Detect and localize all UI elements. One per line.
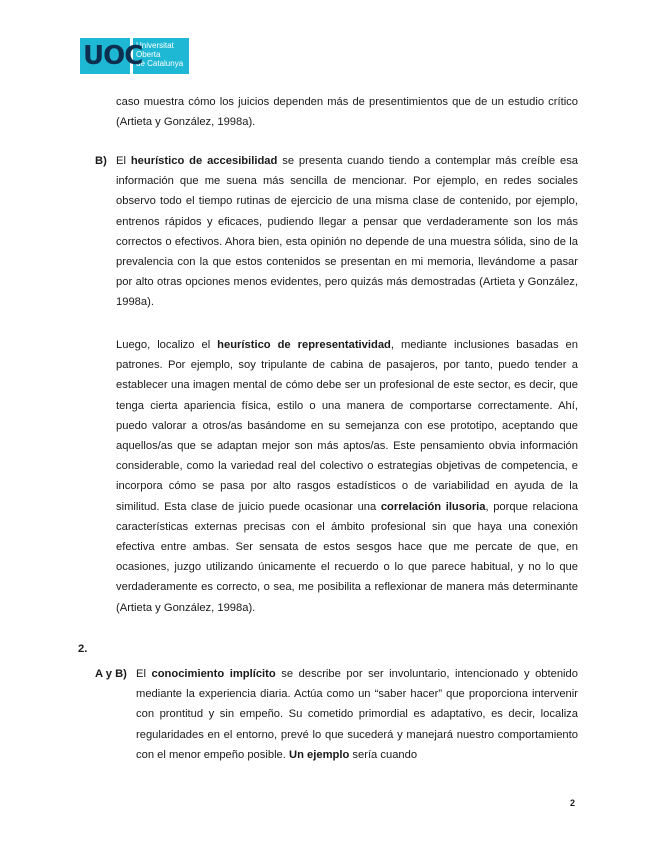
- uoc-logo-mark: [80, 38, 143, 74]
- page-number: 2: [570, 798, 576, 808]
- item-b-label: B): [95, 155, 107, 167]
- uoc-logo-letters: UOC: [83, 41, 143, 71]
- bold-term: heurístico de representatividad: [217, 339, 391, 351]
- logo-line-3: de Catalunya: [136, 59, 184, 68]
- text-run: , porque relaciona características externas precisas con el ámbito profesional sin que haya una conexión efectiva entre ambas. Ser sensata de estos sesgos hace que me percate de que, en ocasiones, juzgo utilizando únicamente el recuerdo o lo que parece habitual, y no lo que verdaderamente es correcto, o sea, me posibilita a reflexionar de manera más determinante (Artieta y González, 1998a).: [116, 500, 579, 614]
- uoc-logo: [80, 38, 189, 74]
- bold-term: correlación ilusoria: [380, 500, 486, 513]
- bold-term: Un ejemplo: [289, 748, 350, 761]
- paragraph-text: caso muestra cómo los juicios dependen más de presentimientos que de un estudio crítico (Artieta y González, 1998a).: [116, 96, 578, 129]
- paragraph-conocimiento-implicito: [136, 664, 578, 765]
- text-run: se presenta cuando tiendo a contemplar más creíble esa información que me suena más sencilla de mencionar. Por ejemplo, en redes sociales observo todo el tiempo rutinas de ejercicio de una misma clase de contenido, por ejemplo, entrenos rápidos y eficaces, pudiendo llegar a pensar que verdaderamente son los más correctos o efectivos. Ahora bien, esta opinión no depende de una muestra sólida, sino de la prevalencia con la que estos contenidos se presentan en mi memoria, llevándome a pasar por alto otras opciones menos evidentes, pero quizás más demostradas (Artieta y González, 1998a).: [116, 155, 579, 309]
- item-ayb-label: A y B): [95, 668, 127, 680]
- paragraph-continuation: [116, 92, 578, 132]
- section-number: 2.: [78, 643, 88, 655]
- bold-term: heurístico de accesibilidad: [130, 155, 278, 167]
- logo-line-1: Universitat: [136, 41, 174, 50]
- bold-term: conocimiento implícito: [151, 668, 276, 680]
- text-run: Luego, localizo el: [116, 339, 218, 351]
- text-run: , mediante inclusiones basadas en patrones. Por ejemplo, soy tripulante de cabina de pasajeros, por tanto, puedo tender a establecer una imagen mental de cómo debe ser un profesional de este sector, es decir, que tenga cierta apariencia física, estilo o una manera de comportarse correctamente. Ahí, puedo valorar a otros/as basándome en su semejanza con ese prototipo, aceptando que aquellos/as que se adaptan mejor son más aptos/as. Este pensamiento obvia información considerable, como la variedad real del colectivo o estrategias objetivas de competencia, e incorpora cómo se pasa por alto rasgos estadísticos o de variabilidad en ayuda de la similitud. Esta clase de juicio puede ocasionar una: [116, 339, 579, 513]
- text-run: El: [116, 155, 131, 167]
- paragraph-representatividad: [116, 335, 578, 618]
- text-run: El: [136, 668, 152, 680]
- text-run: se describe por ser involuntario, intencionado y obtenido mediante la experiencia diaria. Actúa como un “saber hacer” que proporciona intervenir con prontitud y sin empeño. Su cometido primordial es adaptativo, es decir, localiza regularidades en el entorno, prevé lo que sucederá y manejará nuestro comportamiento con el menor empeño posible.: [136, 668, 578, 761]
- paragraph-accesibilidad: [116, 151, 578, 313]
- logo-line-2: Oberta: [136, 50, 161, 59]
- text-run: sería cuando: [349, 748, 418, 761]
